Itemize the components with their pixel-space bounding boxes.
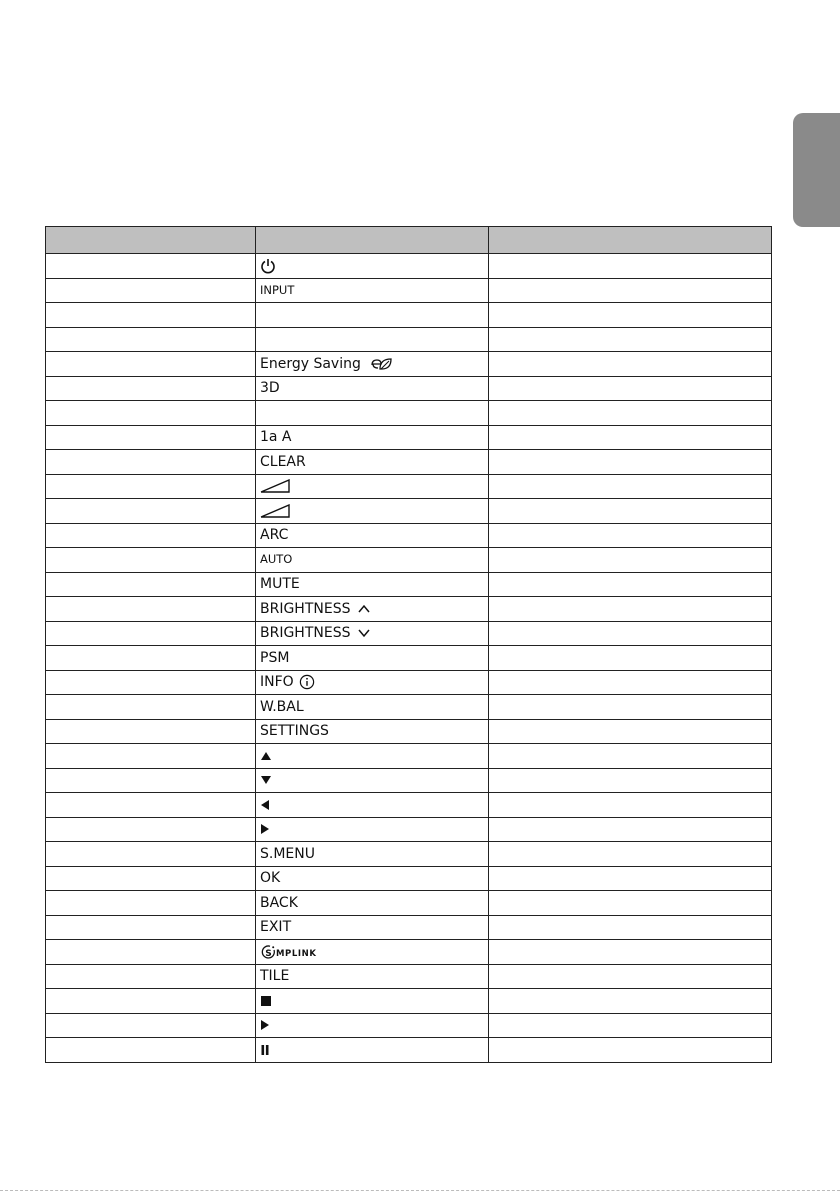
button-label-brightness-up: BRIGHTNESS: [260, 600, 351, 617]
code-cell: [46, 523, 256, 548]
button-label-settings: SETTINGS: [260, 723, 329, 740]
table-row: [46, 695, 772, 720]
table-row: [46, 597, 772, 622]
triangle-left-icon: [260, 799, 270, 811]
caret-down-icon: [358, 628, 370, 638]
code-cell: [46, 695, 256, 720]
note-cell: [489, 376, 772, 401]
button-label-smenu: S.MENU: [260, 845, 315, 862]
table-row: [46, 1038, 772, 1063]
button-cell: [256, 817, 489, 842]
table-row: [46, 842, 772, 867]
table-row: [46, 621, 772, 646]
note-cell: [489, 719, 772, 744]
button-label-info: INFO: [260, 674, 294, 691]
note-cell: [489, 768, 772, 793]
table-row: [46, 254, 772, 279]
note-cell: [489, 915, 772, 940]
note-cell: [489, 327, 772, 352]
code-cell: [46, 376, 256, 401]
table-row: [46, 940, 772, 965]
button-cell: [256, 303, 489, 328]
button-label-psm: PSM: [260, 649, 290, 666]
code-cell: [46, 866, 256, 891]
table-header-row: [46, 227, 772, 254]
volume-wedge-icon: [260, 504, 290, 518]
button-label-ok: OK: [260, 870, 281, 887]
remote-code-table: [45, 226, 772, 1063]
code-cell: [46, 401, 256, 426]
code-cell: [46, 1013, 256, 1038]
code-cell: [46, 450, 256, 475]
button-cell: [256, 891, 489, 916]
button-cell: [256, 915, 489, 940]
note-cell: [489, 866, 772, 891]
note-cell: [489, 964, 772, 989]
note-cell: [489, 817, 772, 842]
table-row: [46, 450, 772, 475]
page-bottom-rule: [0, 1190, 840, 1191]
button-cell: [256, 768, 489, 793]
button-cell: [256, 597, 489, 622]
volume-wedge-icon: [260, 479, 290, 493]
note-cell: [489, 940, 772, 965]
note-cell: [489, 523, 772, 548]
button-cell: [256, 450, 489, 475]
button-label-clear: CLEAR: [260, 453, 306, 470]
table-row: [46, 499, 772, 524]
button-cell: [256, 474, 489, 499]
code-cell: [46, 817, 256, 842]
table-row: [46, 376, 772, 401]
button-cell: [256, 1013, 489, 1038]
triangle-down-icon: [260, 775, 272, 785]
eco-leaf-icon: [370, 357, 392, 371]
table-row: [46, 866, 772, 891]
svg-text:MPLINK: MPLINK: [276, 948, 317, 959]
table-row: [46, 817, 772, 842]
button-cell: [256, 646, 489, 671]
code-cell: [46, 278, 256, 303]
button-label-back: BACK: [260, 894, 298, 911]
button-cell: [256, 964, 489, 989]
button-label-mute: MUTE: [260, 576, 300, 593]
table-row: [46, 401, 772, 426]
table-row: [46, 670, 772, 695]
table-row: [46, 425, 772, 450]
button-cell: [256, 621, 489, 646]
code-cell: [46, 744, 256, 769]
header-cell-button: [256, 227, 489, 254]
note-cell: [489, 499, 772, 524]
code-cell: [46, 989, 256, 1014]
table-row: [46, 572, 772, 597]
svg-text:S: S: [265, 948, 272, 959]
table-row: [46, 474, 772, 499]
info-circle-icon: [299, 674, 315, 690]
caret-up-icon: [358, 604, 370, 614]
code-cell: [46, 572, 256, 597]
button-cell: [256, 989, 489, 1014]
button-label-1aA: 1a A: [260, 429, 292, 446]
button-cell: [256, 425, 489, 450]
code-cell: [46, 768, 256, 793]
button-cell: [256, 523, 489, 548]
button-label-wbal: W.BAL: [260, 698, 304, 715]
button-cell: [256, 401, 489, 426]
table-row: [46, 891, 772, 916]
button-label-exit: EXIT: [260, 919, 292, 936]
simplink-logo-icon: [260, 944, 336, 960]
note-cell: [489, 572, 772, 597]
note-cell: [489, 597, 772, 622]
note-cell: [489, 401, 772, 426]
button-label-auto: AUTO: [260, 552, 293, 566]
code-cell: [46, 1038, 256, 1063]
button-cell: [256, 254, 489, 279]
button-cell: [256, 1038, 489, 1063]
button-cell: [256, 670, 489, 695]
button-label-brightness-down: BRIGHTNESS: [260, 625, 351, 642]
button-cell: [256, 866, 489, 891]
note-cell: [489, 254, 772, 279]
code-cell: [46, 499, 256, 524]
code-cell: [46, 597, 256, 622]
table-row: [46, 303, 772, 328]
table-row: [46, 278, 772, 303]
table-row: [46, 523, 772, 548]
note-cell: [489, 744, 772, 769]
button-label-tile: TILE: [260, 968, 290, 985]
button-cell: [256, 695, 489, 720]
table-row: [46, 793, 772, 818]
note-cell: [489, 474, 772, 499]
button-cell: [256, 352, 489, 377]
code-cell: [46, 352, 256, 377]
code-cell: [46, 670, 256, 695]
code-cell: [46, 719, 256, 744]
power-icon: [260, 258, 276, 274]
note-cell: [489, 303, 772, 328]
note-cell: [489, 548, 772, 573]
button-label-input: INPUT: [260, 282, 295, 297]
language-side-tab: [793, 113, 840, 227]
note-cell: [489, 989, 772, 1014]
code-cell: [46, 254, 256, 279]
button-cell: [256, 278, 489, 303]
code-cell: [46, 425, 256, 450]
code-cell: [46, 303, 256, 328]
note-cell: [489, 278, 772, 303]
code-cell: [46, 940, 256, 965]
note-cell: [489, 670, 772, 695]
button-cell: [256, 842, 489, 867]
code-cell: [46, 327, 256, 352]
note-cell: [489, 695, 772, 720]
table-row: [46, 1013, 772, 1038]
note-cell: [489, 621, 772, 646]
note-cell: [489, 793, 772, 818]
play-icon: [260, 1019, 270, 1031]
note-cell: [489, 450, 772, 475]
table-row: [46, 744, 772, 769]
note-cell: [489, 352, 772, 377]
table-row: [46, 768, 772, 793]
code-cell: [46, 646, 256, 671]
button-cell: [256, 376, 489, 401]
note-cell: [489, 425, 772, 450]
table-row: [46, 964, 772, 989]
code-cell: [46, 842, 256, 867]
button-label-energy-saving: Energy Saving: [260, 355, 361, 372]
button-label-3d: 3D: [260, 380, 280, 397]
table-row: [46, 548, 772, 573]
table-row: [46, 719, 772, 744]
button-cell: [256, 744, 489, 769]
code-cell: [46, 793, 256, 818]
note-cell: [489, 1013, 772, 1038]
code-cell: [46, 474, 256, 499]
button-cell: [256, 499, 489, 524]
table-row: [46, 646, 772, 671]
table-row: [46, 989, 772, 1014]
header-cell-note: [489, 227, 772, 254]
table-row: [46, 352, 772, 377]
button-cell: [256, 327, 489, 352]
note-cell: [489, 842, 772, 867]
table-row: [46, 327, 772, 352]
code-cell: [46, 621, 256, 646]
note-cell: [489, 891, 772, 916]
button-cell: [256, 548, 489, 573]
button-cell: [256, 719, 489, 744]
button-cell: [256, 793, 489, 818]
header-cell-code: [46, 227, 256, 254]
button-label-arc: ARC: [260, 527, 289, 544]
triangle-up-icon: [260, 751, 272, 761]
note-cell: [489, 1038, 772, 1063]
button-cell: [256, 572, 489, 597]
code-cell: [46, 915, 256, 940]
triangle-right-icon: [260, 823, 270, 835]
stop-icon: [260, 995, 272, 1007]
code-cell: [46, 891, 256, 916]
table-row: [46, 915, 772, 940]
note-cell: [489, 646, 772, 671]
code-cell: [46, 964, 256, 989]
code-cell: [46, 548, 256, 573]
button-cell: [256, 940, 489, 965]
pause-icon: [260, 1044, 270, 1056]
